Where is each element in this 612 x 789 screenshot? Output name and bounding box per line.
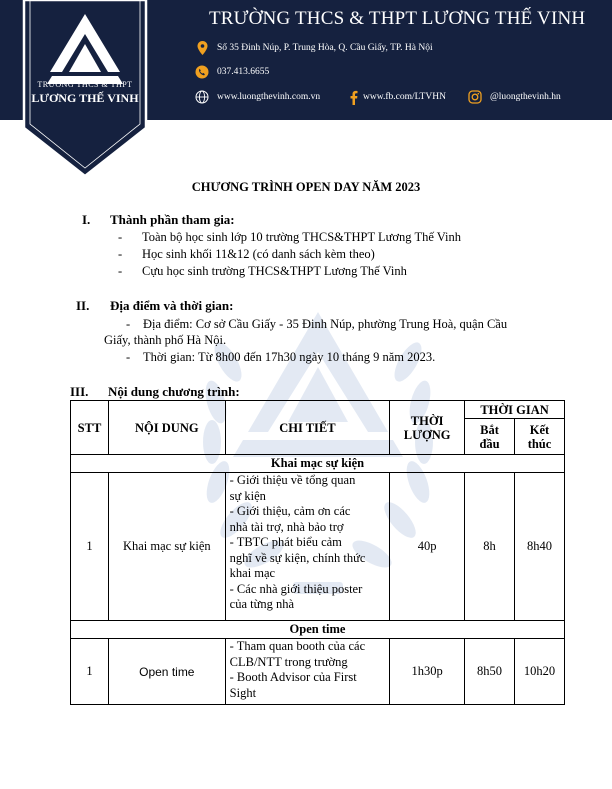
section-2-heading <box>76 298 233 314</box>
section-2-title: Địa điểm và thời gian: <box>110 298 234 313</box>
row-end: 10h20 <box>515 639 565 705</box>
row-start: 8h50 <box>465 639 515 705</box>
group-row <box>71 455 565 473</box>
row-content: Open time <box>108 639 225 705</box>
globe-icon <box>194 89 210 105</box>
instagram-icon <box>467 89 483 105</box>
logo-line-2: LƯƠNG THẾ VINH <box>31 91 139 105</box>
row-detail: - Giới thiệu về tổng quan sự kiện - Giới thiệu, cảm ơn các nhà tài trợ, nhà bảo trợ - TBTC phát biểu cảm nghĩ về sự kiện, chính thức khai mạc - Các nhà giới thiệu poster của từng nhà <box>225 473 390 621</box>
group-title: Open time <box>71 621 565 639</box>
row-duration: 40p <box>390 473 465 621</box>
instagram-link[interactable]: @luongthevinh.hn <box>490 92 561 102</box>
website-link[interactable]: www.luongthevinh.com.vn <box>217 92 321 102</box>
header-content: NỘI DUNG <box>108 401 225 455</box>
school-name: TRƯỜNG THCS & THPT LƯƠNG THẾ VINH <box>209 8 586 29</box>
phone-icon <box>194 64 210 80</box>
row-end: 8h40 <box>515 473 565 621</box>
row-detail: - Tham quan booth của các CLB/NTT trong trường - Booth Advisor của First Sight <box>225 639 390 705</box>
header-end: Kết thúc <box>515 419 565 455</box>
participant-item: - Cựu học sinh trường THCS&THPT Lương Thế Vinh <box>118 264 407 278</box>
location-line-1: - Địa điểm: Cơ sở Cầu Giấy - 35 Đinh Núp, phường Trung Hoà, quận Cầu <box>126 317 508 331</box>
table-header-row <box>71 401 565 419</box>
address-line <box>194 40 433 56</box>
group-title: Khai mạc sự kiện <box>71 455 565 473</box>
row-stt: 1 <box>71 473 109 621</box>
phone-line <box>194 64 269 80</box>
phone-text: 037.413.6655 <box>217 67 270 77</box>
group-row <box>71 621 565 639</box>
section-1-heading <box>82 212 235 228</box>
row-stt: 1 <box>71 639 109 705</box>
address-text: Số 35 Đinh Núp, P. Trung Hòa, Q. Cầu Giấy, TP. Hà Nội <box>217 43 433 53</box>
row-duration: 1h30p <box>390 639 465 705</box>
section-3-heading <box>70 384 240 400</box>
facebook-line <box>347 89 446 105</box>
document-title: CHƯƠNG TRÌNH OPEN DAY NĂM 2023 <box>191 180 421 194</box>
logo-line-1: TRƯỜNG THCS & THPT <box>37 80 133 89</box>
location-pin-icon <box>194 40 210 56</box>
instagram-line <box>467 89 561 105</box>
participant-item: - Toàn bộ học sinh lớp 10 trường THCS&THPT Lương Thế Vinh <box>118 230 462 244</box>
section-2-number: II. <box>76 298 90 313</box>
table-row <box>71 473 565 621</box>
section-3-number: III. <box>70 384 89 399</box>
participant-item: - Học sinh khối 11&12 (có danh sách kèm theo) <box>118 247 375 261</box>
section-3-title: Nội dung chương trình: <box>108 384 240 399</box>
row-content: Khai mạc sự kiện <box>108 473 225 621</box>
facebook-icon <box>347 89 359 105</box>
location-line-2: Giấy, thành phố Hà Nội. <box>104 333 227 347</box>
program-table <box>70 400 565 705</box>
facebook-link[interactable]: www.fb.com/LTVHN <box>363 92 446 102</box>
row-start: 8h <box>465 473 515 621</box>
section-1-title: Thành phần tham gia: <box>110 212 235 227</box>
header-stt: STT <box>71 401 109 455</box>
header-detail: CHI TIẾT <box>225 401 390 455</box>
school-logo <box>22 0 148 178</box>
section-1-number: I. <box>82 212 91 227</box>
table-row <box>71 639 565 705</box>
header-duration: THỜI LƯỢNG <box>390 401 465 455</box>
website-line <box>194 89 320 105</box>
header-start: Bắt đầu <box>465 419 515 455</box>
header-time: THỜI GIAN <box>465 401 565 419</box>
time-line: - Thời gian: Từ 8h00 đến 17h30 ngày 10 tháng 9 năm 2023. <box>126 350 436 364</box>
